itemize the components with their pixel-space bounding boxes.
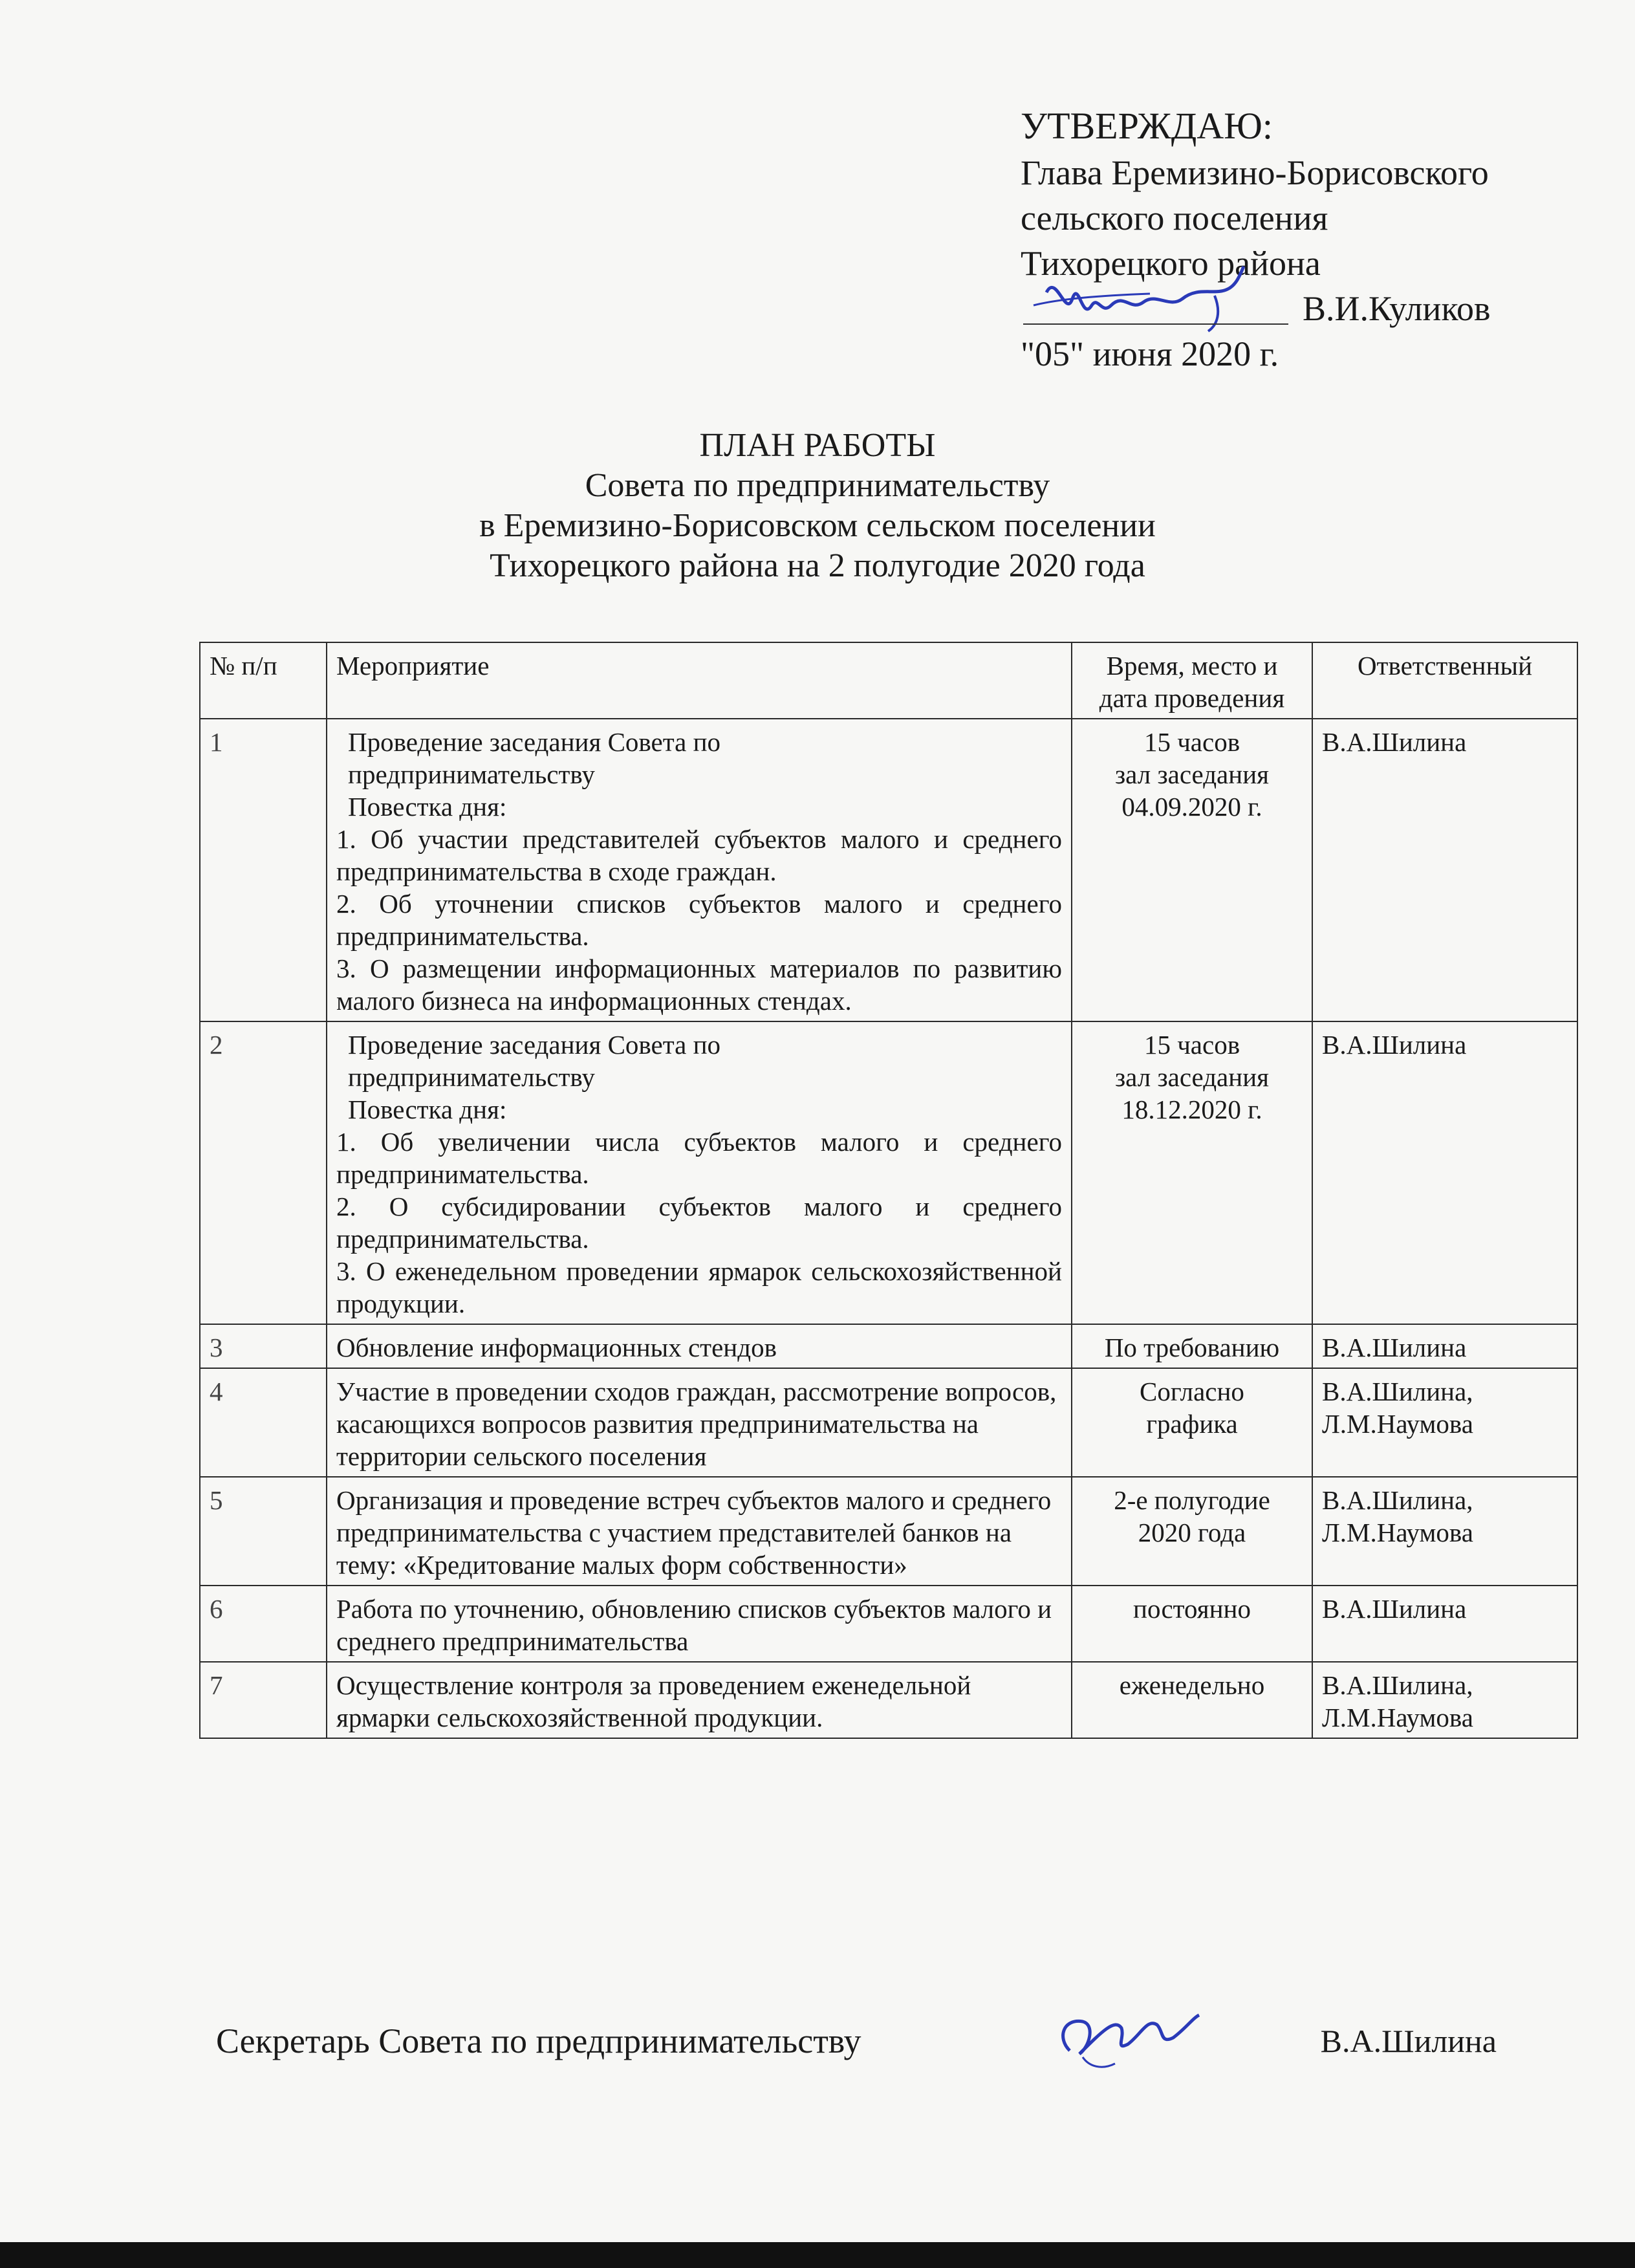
agenda-item: 2. О субсидировании субъектов малого и среднего предпринимательства. (336, 1192, 1062, 1254)
row-event (327, 719, 1072, 1021)
row-time (1072, 719, 1312, 1021)
responsible-line: Л.М.Наумова (1322, 1518, 1473, 1547)
place-line: зал заседания (1114, 759, 1269, 789)
row-num: 5 (200, 1477, 327, 1586)
row-num: 1 (200, 719, 327, 1021)
scan-border (0, 2242, 1635, 2268)
responsible-line: Л.М.Наумова (1322, 1409, 1473, 1439)
row-event: Организация и проведение встреч субъектов малого и среднего предпринимательства с участием представителей банков на тему: «Кредитование малых форм собственности» (327, 1477, 1072, 1586)
event-title: Проведение заседания Совета по (348, 1030, 721, 1060)
row-time: еженедельно (1072, 1662, 1312, 1738)
row-time (1072, 1477, 1312, 1586)
approval-signature-row (1021, 286, 1551, 331)
row-num: 3 (200, 1324, 327, 1368)
table-row (200, 1662, 1577, 1738)
table-row (200, 719, 1577, 1021)
table-row (200, 1586, 1577, 1662)
event-title-cont: предпринимательству (348, 759, 595, 789)
agenda-item: 2. Об уточнении списков субъектов малого и среднего предпринимательства. (336, 889, 1062, 951)
agenda-item: 1. Об участии представителей субъектов малого и среднего предпринимательства в сходе граждан. (336, 824, 1062, 886)
row-num: 6 (200, 1586, 327, 1662)
row-responsible: В.А.Шилина (1312, 1586, 1577, 1662)
approval-signer: В.И.Куликов (1303, 289, 1491, 328)
row-responsible (1312, 1477, 1577, 1586)
secretary-label: Секретарь Совета по предпринимательству (216, 2022, 861, 2060)
row-responsible: В.А.Шилина (1312, 1324, 1577, 1368)
header-num: № п/п (200, 642, 327, 719)
time-line: 15 часов (1143, 727, 1240, 757)
event-title: Проведение заседания Совета по (348, 727, 721, 757)
time-line: 2-е полугодие (1114, 1485, 1270, 1515)
title-line-4: Тихорецкого района на 2 полугодие 2020 года (490, 547, 1145, 584)
row-time (1072, 1368, 1312, 1477)
time-line-cont: 2020 года (1138, 1518, 1246, 1547)
time-line-cont: графика (1146, 1409, 1238, 1439)
date-line: 18.12.2020 г. (1121, 1095, 1262, 1124)
responsible-line: В.А.Шилина (1322, 727, 1467, 757)
table-row (200, 1368, 1577, 1477)
approval-line-2: сельского поселения (1021, 199, 1328, 237)
plan-table (199, 642, 1578, 1739)
header-event: Мероприятие (327, 642, 1072, 719)
secretary-name: В.А.Шилина (1320, 2023, 1497, 2059)
header-time: Время, место и дата проведения (1072, 642, 1312, 719)
date-line: 04.09.2020 г. (1121, 792, 1262, 822)
event-title-cont: предпринимательству (348, 1062, 595, 1092)
row-responsible (1312, 719, 1577, 1021)
row-num: 2 (200, 1021, 327, 1324)
row-time: По требованию (1072, 1324, 1312, 1368)
place-line: зал заседания (1114, 1062, 1269, 1092)
table-row (200, 1477, 1577, 1586)
time-line: 15 часов (1143, 1030, 1240, 1060)
row-responsible (1312, 1662, 1577, 1738)
title-line-1: ПЛАН РАБОТЫ (699, 427, 936, 464)
responsible-line: В.А.Шилина, (1322, 1377, 1473, 1406)
responsible-line: Л.М.Наумова (1322, 1703, 1473, 1732)
approval-line-3: Тихорецкого района (1021, 244, 1321, 283)
document-title (0, 426, 1635, 586)
approval-block (1021, 104, 1551, 376)
row-num: 4 (200, 1368, 327, 1477)
approval-date: "05" июня 2020 г. (1021, 334, 1279, 373)
row-event: Осуществление контроля за проведением еженедельной ярмарки сельскохозяйственной продукции. (327, 1662, 1072, 1738)
row-event: Обновление информационных стендов (327, 1324, 1072, 1368)
time-line: Согласно (1140, 1377, 1244, 1406)
row-num: 7 (200, 1662, 327, 1738)
table-row (200, 1021, 1577, 1324)
approval-heading: УТВЕРЖДАЮ: (1021, 105, 1273, 147)
secretary-signature (1044, 1992, 1212, 2077)
row-event: Работа по уточнению, обновлению списков субъектов малого и среднего предпринимательства (327, 1586, 1072, 1662)
responsible-line: В.А.Шилина, (1322, 1485, 1473, 1515)
agenda-item: 1. Об увеличении числа субъектов малого и среднего предпринимательства. (336, 1127, 1062, 1189)
agenda-label: Повестка дня: (348, 1095, 507, 1124)
head-signature (1021, 260, 1279, 338)
agenda-label: Повестка дня: (348, 792, 507, 822)
table-row (200, 1324, 1577, 1368)
approval-line-1: Глава Еремизино-Борисовского (1021, 153, 1489, 192)
table-header-row (200, 642, 1577, 719)
title-line-2: Совета по предпринимательству (585, 467, 1050, 504)
footer-signature (216, 2018, 1574, 2077)
row-time (1072, 1021, 1312, 1324)
responsible-line: В.А.Шилина, (1322, 1670, 1473, 1700)
header-responsible: Ответственный (1312, 642, 1577, 719)
signature-line (1023, 323, 1288, 325)
row-time: постоянно (1072, 1586, 1312, 1662)
row-responsible (1312, 1368, 1577, 1477)
responsible-line: В.А.Шилина (1322, 1030, 1467, 1060)
title-line-3: в Еремизино-Борисовском сельском поселении (479, 507, 1156, 544)
row-event: Участие в проведении сходов граждан, рассмотрение вопросов, касающихся вопросов развития предпринимательства на территории сельского поселения (327, 1368, 1072, 1477)
agenda-item: 3. О еженедельном проведении ярмарок сельскохозяйственной продукции. (336, 1256, 1062, 1318)
row-event (327, 1021, 1072, 1324)
agenda-item: 3. О размещении информационных материалов по развитию малого бизнеса на информационных стендах. (336, 954, 1062, 1016)
row-responsible (1312, 1021, 1577, 1324)
